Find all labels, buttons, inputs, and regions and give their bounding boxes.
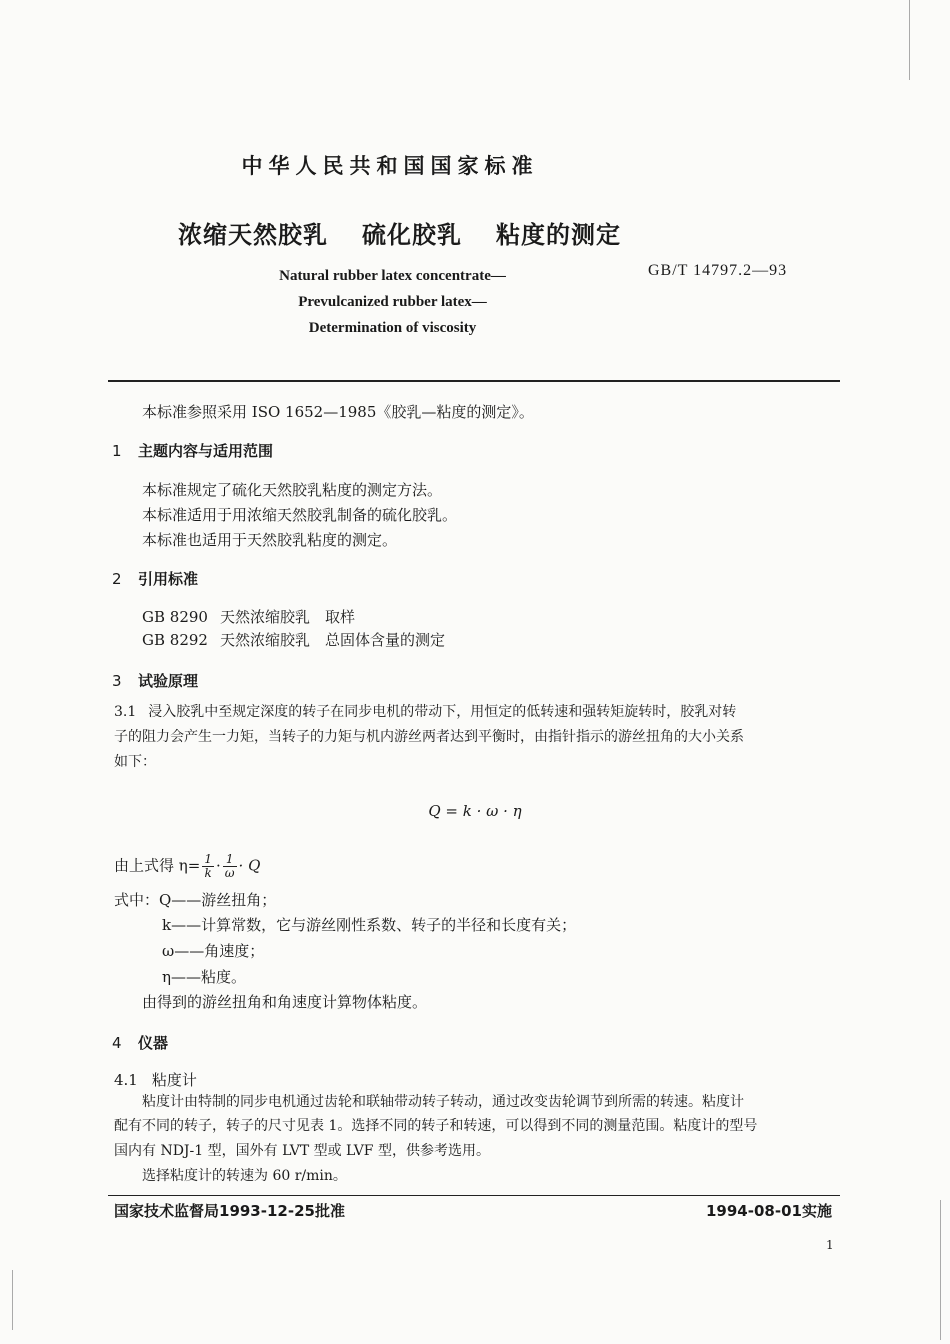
title-en-line: Determination of viscosity [308, 320, 477, 336]
section-1-line: 本标准适用于用浓缩天然胶乳制备的硫化胶乳。 [142, 506, 458, 524]
subsection-title: 粘度计 [151, 1071, 197, 1089]
section-4-heading [112, 1032, 168, 1053]
viscosity-formula: Q = k · ω · η [428, 802, 522, 820]
reference-code: GB 8290 [142, 608, 208, 626]
where-line: ω——角速度； [162, 942, 265, 960]
paragraph-number: 3.1 [114, 704, 137, 720]
derived-prefix: 由上式得 η= [114, 856, 201, 875]
reference-item [142, 628, 445, 652]
approval-date: 国家技术监督局1993-12-25批准 [114, 1202, 345, 1220]
where-line: η——粘度。 [162, 968, 246, 986]
implementation-date: 1994-08-01实施 [706, 1202, 832, 1220]
title-part: 硫化胶乳 [362, 221, 462, 249]
section-title: 引用标准 [138, 570, 199, 588]
intro-paragraph: 本标准参照采用 ISO 1652—1985《胶乳—粘度的测定》。 [142, 403, 534, 421]
section-4-line: 选择粘度计的转速为 60 r/min。 [142, 1168, 347, 1184]
section-1-line: 本标准也适用于天然胶乳粘度的测定。 [142, 531, 398, 549]
document-title-cn [178, 215, 655, 250]
section-4-line: 粘度计由特制的同步电机通过齿轮和联轴带动转子转动，通过改变齿轮调节到所需的转速。粘度计 [142, 1094, 744, 1110]
derived-formula [114, 853, 260, 880]
subsection-number: 4.1 [114, 1071, 138, 1089]
paragraph-3-1-line [114, 700, 736, 724]
section-title: 仪器 [138, 1034, 169, 1052]
section-title: 主题内容与适用范围 [138, 442, 274, 460]
reference-title: 天然浓缩胶乳 取样 [220, 608, 356, 626]
section-number: 2 [112, 570, 122, 588]
section-title: 试验原理 [138, 672, 199, 690]
section-4-line: 配有不同的转子，转子的尺寸见表 1。选择不同的转子和转速，可以得到不同的测量范围。粘度计的型号 [114, 1118, 758, 1134]
fraction-1-over-omega [223, 853, 237, 880]
title-part: 粘度的测定 [496, 221, 621, 249]
reference-code: GB 8292 [142, 631, 208, 649]
where-line: k——计算常数，它与游丝刚性系数、转子的半径和长度有关； [162, 916, 577, 934]
section-4-line: 国内有 NDJ-1 型，国外有 LVT 型或 LVF 型，供参考选用。 [114, 1143, 490, 1159]
fraction-numerator: 1 [223, 853, 237, 867]
reference-item [142, 605, 355, 629]
subsection-4-1-heading [114, 1068, 197, 1092]
conclusion-line: 由得到的游丝扭角和角速度计算物体粘度。 [142, 993, 428, 1011]
section-number: 1 [112, 442, 122, 460]
reference-title: 天然浓缩胶乳 总固体含量的测定 [220, 631, 446, 649]
title-en-line: Natural rubber latex concentrate— [279, 268, 506, 284]
scan-edge-line [909, 0, 910, 80]
section-1-line: 本标准规定了硫化天然胶乳粘度的测定方法。 [142, 481, 443, 499]
fraction-1-over-k [202, 853, 214, 880]
fraction-denominator: k [204, 866, 212, 880]
national-standard-heading: 中华人民共和国国家标准 [241, 154, 539, 178]
paragraph-3-1-line: 子的阻力会产生一力矩，当转子的力矩与机内游丝两者达到平衡时，由指针指示的游丝扭角的大小关系 [114, 729, 744, 745]
scan-edge-line [12, 1270, 13, 1330]
section-2-heading [112, 568, 198, 589]
scan-edge-line [940, 1200, 941, 1340]
footer-divider [108, 1195, 840, 1196]
page-number: 1 [826, 1238, 834, 1252]
header-divider [108, 380, 840, 382]
paragraph-text: 浸入胶乳中至规定深度的转子在同步电机的带动下，用恒定的低转速和强转矩旋转时，胶乳对转 [148, 704, 737, 720]
section-number: 4 [112, 1034, 122, 1052]
section-3-heading [112, 670, 198, 691]
fraction-numerator: 1 [204, 852, 212, 866]
standard-number: GB/T 14797.2—93 [648, 262, 788, 279]
where-line: 式中：Q——游丝扭角； [114, 891, 277, 909]
multiply-dot: · [215, 856, 221, 875]
title-part: 浓缩天然胶乳 [178, 221, 328, 249]
title-en-line: Prevulcanized rubber latex— [298, 294, 487, 310]
fraction-denominator: ω [224, 866, 235, 880]
section-number: 3 [112, 672, 122, 690]
paragraph-3-1-line: 如下： [114, 754, 156, 770]
section-1-heading [112, 440, 273, 461]
derived-suffix: · Q [238, 856, 261, 875]
